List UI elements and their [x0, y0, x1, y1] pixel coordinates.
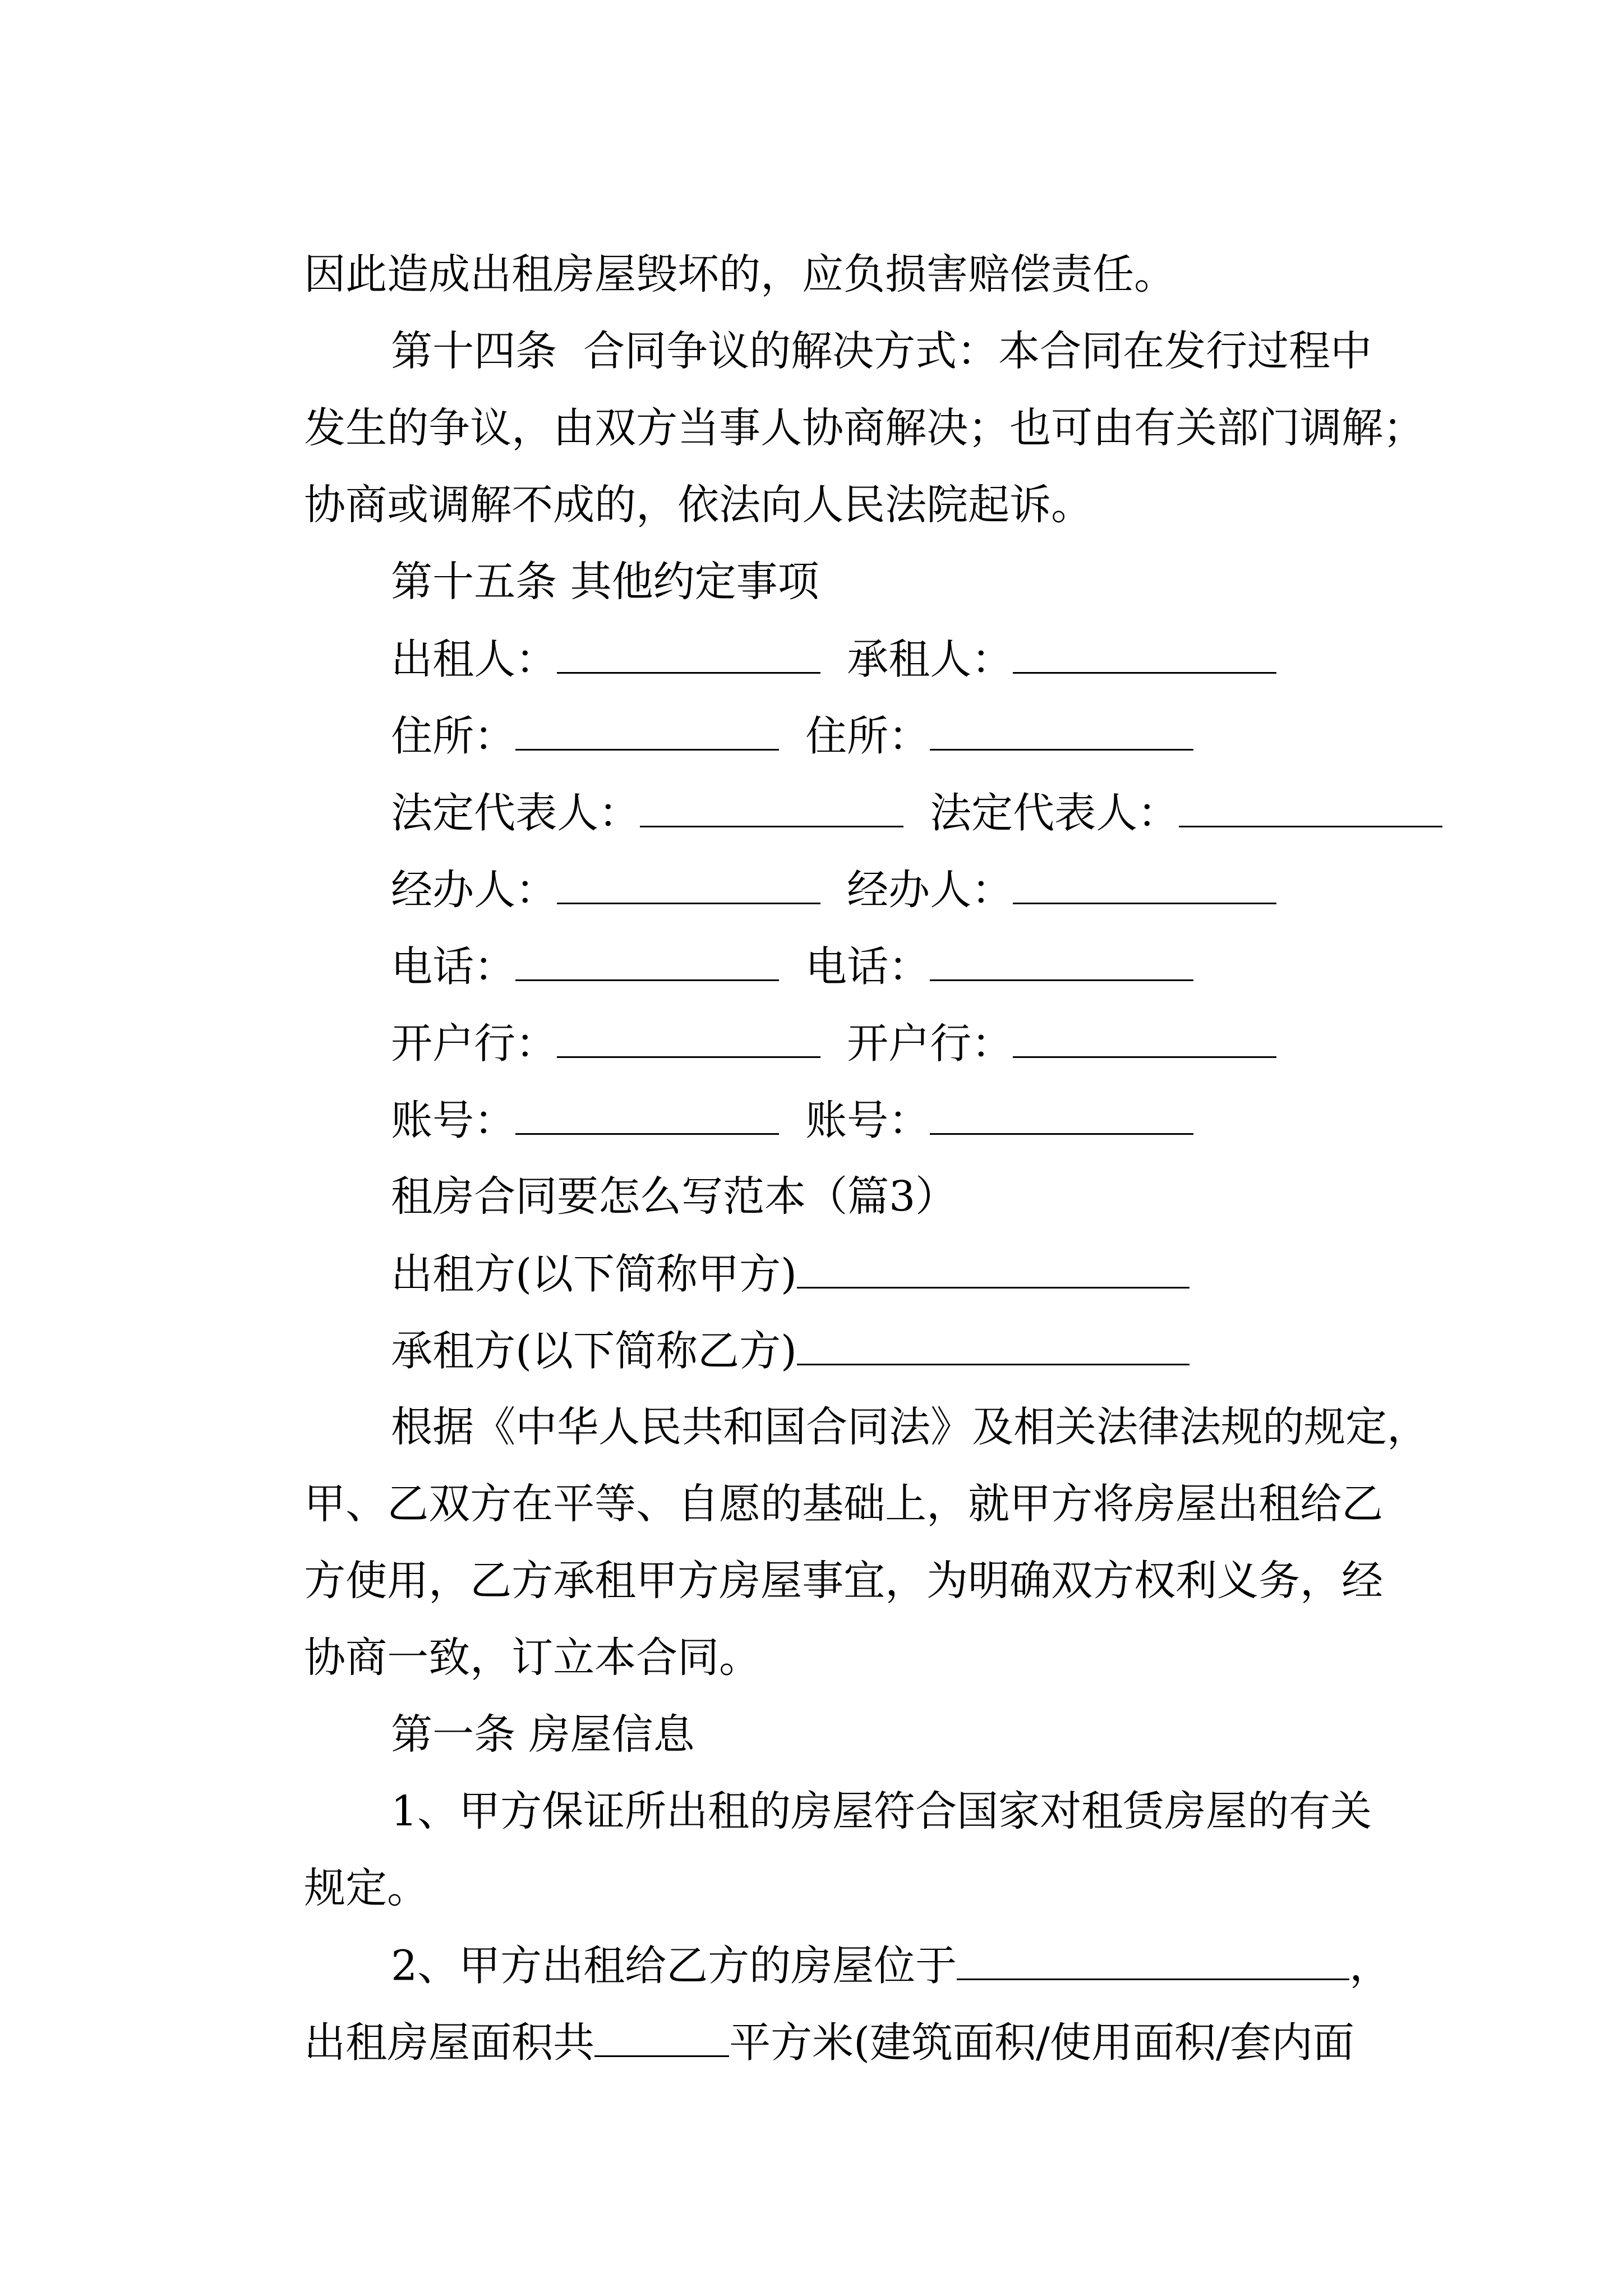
blank-line: [930, 715, 1193, 751]
account-label: 账号：: [391, 1096, 516, 1145]
text-line: [251, 1980, 1354, 2105]
bank-label: 开户行：: [847, 1019, 1013, 1068]
paragraph-text: 发生的争议，由双方当事人协商解决；也可由有关部门调解；: [304, 404, 1425, 452]
phone-label: 电话：: [805, 942, 930, 991]
blank-line: [557, 868, 820, 904]
blank-line: [557, 1022, 820, 1058]
blank-line: [930, 945, 1193, 981]
legal-rep-label: 法定代表人：: [391, 789, 640, 838]
bank-label: 开户行：: [391, 1019, 557, 1068]
blank-line: [1013, 1022, 1276, 1058]
address-label: 住所：: [805, 712, 930, 761]
text-line: [338, 1749, 1372, 1874]
phone-label: 电话：: [391, 942, 516, 991]
lessor-label: 出租人：: [391, 635, 557, 684]
paragraph-text: 出租房屋面积共: [304, 2018, 595, 2067]
paragraph-text: 方使用，乙方承租甲方房屋事宜，为明确双方权利义务，经: [304, 1557, 1384, 1605]
blank-line: [797, 1253, 1189, 1289]
punctuation: ，: [1349, 1941, 1391, 1990]
paragraph-text: 根据《中华人民共和国合同法》及相关法律法规的规定，: [391, 1403, 1429, 1451]
blank-line: [797, 1329, 1189, 1365]
party-a-label: 出租方(以下简称甲方): [391, 1250, 797, 1299]
paragraph-text: 协商一致，订立本合同。: [304, 1634, 761, 1682]
blank-line: [1013, 868, 1276, 904]
party-b-label: 承租方(以下简称乙方): [391, 1327, 797, 1375]
blank-line: [515, 715, 779, 751]
paragraph-text: 规定。: [304, 1864, 429, 1912]
paragraph-text: 因此造成出租房屋毁坏的，应负损害赔偿责任。: [304, 250, 1176, 298]
blank-line: [515, 1099, 779, 1135]
account-label: 账号：: [805, 1096, 930, 1145]
paragraph-text: 2、甲方出租给乙方的房屋位于: [391, 1941, 957, 1990]
legal-rep-label: 法定代表人：: [930, 789, 1179, 838]
blank-line: [957, 1944, 1349, 1980]
blank-line: [640, 792, 903, 827]
blank-line: [1179, 792, 1442, 827]
article-1-heading: 第一条 房屋信息: [391, 1710, 695, 1759]
paragraph-text: 平方米(建筑面积/使用面积/套内面: [729, 2018, 1354, 2067]
blank-line: [930, 1099, 1193, 1135]
blank-line: [557, 638, 820, 674]
paragraph-text: 1、甲方保证所出租的房屋符合国家对租赁房屋的有关: [391, 1787, 1372, 1835]
lessee-label: 承租人：: [847, 635, 1013, 684]
agent-label: 经办人：: [847, 866, 1013, 914]
paragraph-text: 甲、乙双方在平等、自愿的基础上，就甲方将房屋出租给乙: [304, 1480, 1384, 1528]
blank-line: [515, 945, 779, 981]
blank-line: [1013, 638, 1276, 674]
article-15-heading: 第十五条 其他约定事项: [391, 558, 819, 606]
address-label: 住所：: [391, 712, 516, 761]
blank-line: [594, 2021, 729, 2057]
paragraph-text: 协商或调解不成的，依法向人民法院起诉。: [304, 481, 1093, 529]
article-14-heading: 第十四条 合同争议的解决方式：本合同在发行过程中: [391, 327, 1372, 375]
agent-label: 经办人：: [391, 866, 557, 914]
section-title: 租房合同要怎么写范本（篇3）: [391, 1172, 957, 1221]
